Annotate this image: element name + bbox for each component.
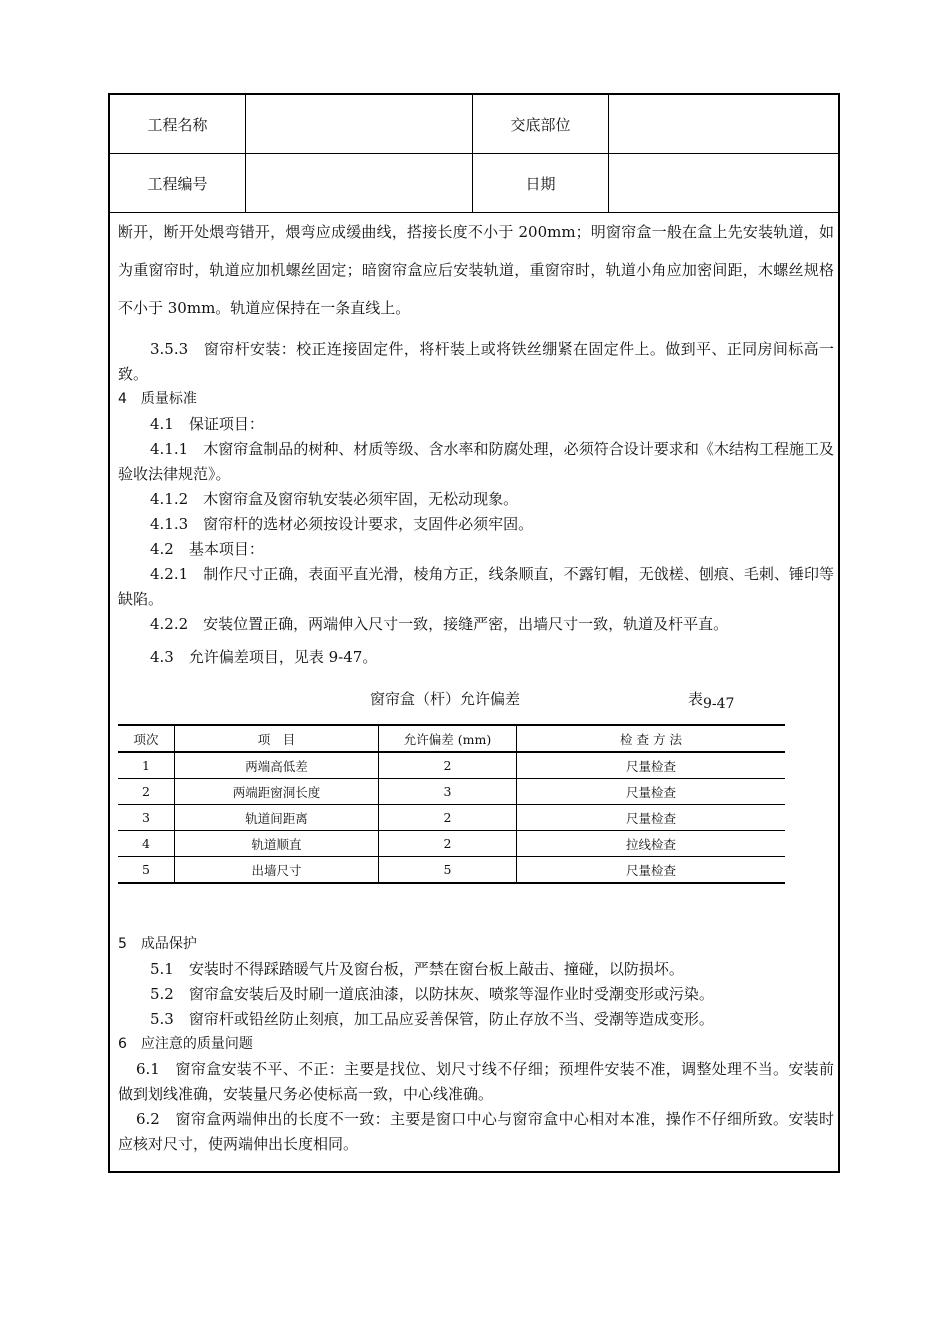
cell-item: 轨道间距离 (175, 805, 379, 831)
part-label: 交底部位 (473, 95, 609, 154)
section-6-heading: 6 应注意的质量问题 (118, 1036, 253, 1052)
cell-tolerance: 5 (379, 857, 517, 884)
col-header-index: 项次 (118, 725, 175, 752)
cell-item: 两端距窗洞长度 (175, 779, 379, 805)
table-title: 窗帘盒（杆）允许偏差 (370, 690, 521, 708)
cell-method: 拉线检查 (517, 831, 786, 857)
document-frame (108, 93, 840, 1173)
paragraph-4-3: 4.3 允许偏差项目，见表 9-47。 (150, 648, 378, 666)
paragraph-3-5-3: 3.5.3 窗帘杆安装：校正连接固定件，将杆装上或将铁丝绷紧在固定件上。做到平、正同房间标高一致。 (118, 340, 834, 383)
paragraph-5-2: 5.2 窗帘盒安装后及时刷一道底油漆，以防抹灰、喷浆等湿作业时受潮变形或污染。 (150, 985, 714, 1003)
date-value (609, 154, 839, 213)
cell-tolerance: 2 (379, 831, 517, 857)
project-name-label: 工程名称 (110, 95, 246, 154)
cell-index: 4 (118, 831, 175, 857)
table-row (118, 779, 785, 805)
table-number (688, 688, 735, 712)
table-row (118, 752, 785, 779)
cell-method: 尺量检查 (517, 805, 786, 831)
paragraph-4-2-1: 4.2.1 制作尺寸正确，表面平直光滑，棱角方正，线条顺直，不露钉帽，无戗槎、刨痕、毛刺、锤印等缺陷。 (118, 565, 834, 608)
table-caption (118, 684, 834, 724)
cell-method: 尺量检查 (517, 779, 786, 805)
cell-index: 3 (118, 805, 175, 831)
paragraph-4-2-2: 4.2.2 安装位置正确，两端伸入尺寸一致，接缝严密，出墙尺寸一致，轨道及杆平直。 (150, 615, 729, 633)
paragraph-5-1: 5.1 安装时不得踩踏暖气片及窗台板，严禁在窗台板上敲击、撞碰，以防损坏。 (150, 960, 684, 978)
paragraph-continued: 断开，断开处煨弯错开，煨弯应成缓曲线，搭接长度不小于 200mm；明窗帘盒一般在盒上先安装轨道，如为重窗帘时，轨道应加机螺丝固定；暗窗帘盒应后安装轨道，重窗帘时，轨道小角应加密间距，木螺丝规格不小于 30mm。轨道应保持在一条直线上。 (118, 223, 834, 317)
deviation-table (118, 724, 785, 884)
table-number-value: 9-47 (703, 696, 735, 712)
table-row (118, 857, 785, 884)
paragraph-4-1-3: 4.1.3 窗帘杆的选材必须按设计要求，支固件必须牢固。 (150, 515, 534, 533)
cell-index: 1 (118, 752, 175, 779)
cell-tolerance: 2 (379, 752, 517, 779)
project-no-label: 工程编号 (110, 154, 246, 213)
project-name-value (246, 95, 473, 154)
col-header-item: 项 目 (175, 725, 379, 752)
date-label: 日期 (473, 154, 609, 213)
cell-tolerance: 3 (379, 779, 517, 805)
header-table (110, 95, 838, 213)
paragraph-4-1-1: 4.1.1 木窗帘盒制品的树种、材质等级、含水率和防腐处理，必须符合设计要求和《木结构工程施工及验收法律规范》。 (118, 440, 834, 483)
paragraph-6-2: 6.2 窗帘盒两端伸出的长度不一致：主要是窗口中心与窗帘盒中心相对本准，操作不仔细所致。安装时应核对尺寸，使两端伸出长度相同。 (118, 1110, 834, 1153)
paragraph-4-2: 4.2 基本项目： (150, 540, 264, 558)
cell-item: 出墙尺寸 (175, 857, 379, 884)
part-value (609, 95, 839, 154)
cell-tolerance: 2 (379, 805, 517, 831)
paragraph-6-1: 6.1 窗帘盒安装不平、不正：主要是找位、划尺寸线不仔细；预埋件安装不准，调整处理不当。安装前做到划线准确，安装量尺务必使标高一致，中心线准确。 (118, 1060, 834, 1103)
project-no-value (246, 154, 473, 213)
body-content (118, 213, 834, 1157)
paragraph-4-1: 4.1 保证项目： (150, 415, 264, 433)
cell-item: 两端高低差 (175, 752, 379, 779)
paragraph-5-3: 5.3 窗帘杆或铅丝防止刻痕，加工品应妥善保管，防止存放不当、受潮等造成变形。 (150, 1010, 714, 1028)
cell-method: 尺量检查 (517, 752, 786, 779)
section-5-heading: 5 成品保护 (118, 936, 197, 952)
table-row (118, 805, 785, 831)
table-number-prefix: 表 (688, 690, 704, 708)
paragraph-4-1-2: 4.1.2 木窗帘盒及窗帘轨安装必须牢固，无松动现象。 (150, 490, 519, 508)
table-row (118, 831, 785, 857)
col-header-tolerance: 允许偏差 (mm) (379, 725, 517, 752)
cell-method: 尺量检查 (517, 857, 786, 884)
section-4-heading: 4 质量标准 (118, 391, 197, 407)
cell-index: 2 (118, 779, 175, 805)
cell-item: 轨道顺直 (175, 831, 379, 857)
cell-index: 5 (118, 857, 175, 884)
table-header-row (118, 725, 785, 752)
col-header-method: 检 查 方 法 (517, 725, 786, 752)
